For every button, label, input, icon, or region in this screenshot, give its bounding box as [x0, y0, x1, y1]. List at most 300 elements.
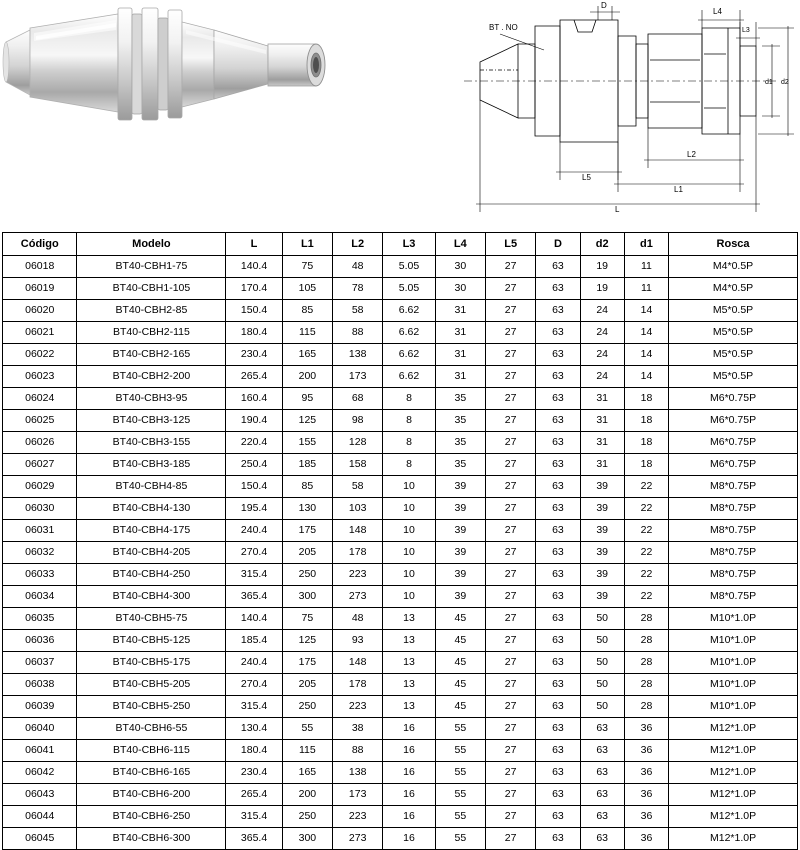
table-cell: 27	[485, 498, 535, 520]
table-cell: 315.4	[226, 806, 282, 828]
table-cell: 63	[536, 718, 580, 740]
table-cell: 18	[624, 410, 668, 432]
table-cell: 39	[580, 542, 624, 564]
table-cell: 50	[580, 630, 624, 652]
table-cell: M12*1.0P	[669, 784, 798, 806]
table-cell: M6*0.75P	[669, 432, 798, 454]
table-cell: BT40-CBH1-105	[77, 278, 226, 300]
table-cell: 06019	[3, 278, 77, 300]
table-cell: 63	[536, 498, 580, 520]
table-cell: 30	[435, 278, 485, 300]
table-row	[3, 300, 798, 322]
table-cell: 200	[282, 366, 332, 388]
column-header-l3: L3	[383, 233, 435, 256]
table-cell: 175	[282, 520, 332, 542]
table-cell: 63	[536, 564, 580, 586]
table-cell: 45	[435, 630, 485, 652]
table-cell: 31	[435, 300, 485, 322]
table-cell: BT40-CBH6-250	[77, 806, 226, 828]
table-cell: 06020	[3, 300, 77, 322]
table-cell: 06031	[3, 520, 77, 542]
table-cell: 36	[624, 806, 668, 828]
table-row	[3, 498, 798, 520]
table-cell: 48	[333, 608, 383, 630]
table-cell: 31	[580, 432, 624, 454]
table-cell: 138	[333, 762, 383, 784]
table-cell: BT40-CBH4-130	[77, 498, 226, 520]
table-row	[3, 784, 798, 806]
table-cell: 250	[282, 696, 332, 718]
table-cell: 265.4	[226, 366, 282, 388]
table-cell: 300	[282, 586, 332, 608]
table-cell: 63	[536, 652, 580, 674]
table-cell: 27	[485, 784, 535, 806]
table-cell: BT40-CBH6-165	[77, 762, 226, 784]
table-row	[3, 388, 798, 410]
table-cell: 180.4	[226, 740, 282, 762]
table-cell: 63	[536, 542, 580, 564]
table-cell: 63	[536, 388, 580, 410]
table-cell: 50	[580, 696, 624, 718]
table-cell: 75	[282, 608, 332, 630]
table-cell: 27	[485, 322, 535, 344]
table-cell: 36	[624, 828, 668, 850]
table-cell: 230.4	[226, 344, 282, 366]
table-cell: 173	[333, 366, 383, 388]
table-cell: BT40-CBH5-250	[77, 696, 226, 718]
table-cell: 6.62	[383, 366, 435, 388]
table-cell: 63	[536, 586, 580, 608]
table-cell: 115	[282, 322, 332, 344]
table-cell: 150.4	[226, 300, 282, 322]
technical-drawing	[440, 0, 800, 225]
table-cell: BT40-CBH3-155	[77, 432, 226, 454]
table-cell: 06025	[3, 410, 77, 432]
table-cell: 158	[333, 454, 383, 476]
table-cell: 103	[333, 498, 383, 520]
table-row	[3, 762, 798, 784]
table-row	[3, 806, 798, 828]
table-cell: 39	[435, 476, 485, 498]
table-cell: 27	[485, 740, 535, 762]
table-cell: 190.4	[226, 410, 282, 432]
table-cell: 06036	[3, 630, 77, 652]
table-cell: 178	[333, 674, 383, 696]
table-cell: 31	[580, 410, 624, 432]
table-cell: 63	[536, 256, 580, 278]
column-header-l5: L5	[485, 233, 535, 256]
table-cell: 30	[435, 256, 485, 278]
table-cell: BT40-CBH3-125	[77, 410, 226, 432]
table-cell: 39	[580, 564, 624, 586]
table-cell: M12*1.0P	[669, 828, 798, 850]
table-row	[3, 696, 798, 718]
table-cell: 150.4	[226, 476, 282, 498]
table-cell: 35	[435, 410, 485, 432]
table-row	[3, 454, 798, 476]
table-cell: 27	[485, 432, 535, 454]
table-cell: BT40-CBH4-175	[77, 520, 226, 542]
table-cell: 06023	[3, 366, 77, 388]
table-cell: 06024	[3, 388, 77, 410]
table-cell: 140.4	[226, 608, 282, 630]
table-cell: BT40-CBH6-300	[77, 828, 226, 850]
table-cell: 48	[333, 256, 383, 278]
table-cell: 205	[282, 542, 332, 564]
table-cell: BT40-CBH4-250	[77, 564, 226, 586]
table-cell: 105	[282, 278, 332, 300]
table-row	[3, 278, 798, 300]
table-cell: 18	[624, 454, 668, 476]
table-cell: 63	[536, 806, 580, 828]
drawing-label-l1: L1	[674, 185, 683, 194]
table-cell: 55	[435, 718, 485, 740]
table-cell: 14	[624, 322, 668, 344]
table-cell: 63	[536, 630, 580, 652]
table-row	[3, 432, 798, 454]
table-cell: 68	[333, 388, 383, 410]
table-cell: 6.62	[383, 344, 435, 366]
table-cell: 31	[580, 454, 624, 476]
table-cell: 13	[383, 608, 435, 630]
table-row	[3, 630, 798, 652]
table-cell: 06040	[3, 718, 77, 740]
table-cell: 63	[536, 300, 580, 322]
table-cell: 160.4	[226, 388, 282, 410]
table-cell: 27	[485, 696, 535, 718]
table-cell: 06018	[3, 256, 77, 278]
table-cell: 63	[536, 432, 580, 454]
table-cell: 250	[282, 564, 332, 586]
table-cell: 50	[580, 652, 624, 674]
table-cell: BT40-CBH3-185	[77, 454, 226, 476]
table-cell: 63	[580, 762, 624, 784]
table-cell: 223	[333, 806, 383, 828]
table-cell: 16	[383, 740, 435, 762]
table-row	[3, 542, 798, 564]
table-cell: 58	[333, 476, 383, 498]
table-cell: 36	[624, 784, 668, 806]
table-cell: 16	[383, 806, 435, 828]
table-cell: 63	[536, 740, 580, 762]
table-cell: BT40-CBH4-205	[77, 542, 226, 564]
table-cell: 06034	[3, 586, 77, 608]
column-header-l4: L4	[435, 233, 485, 256]
table-cell: 55	[435, 828, 485, 850]
table-cell: 39	[580, 586, 624, 608]
table-cell: 06042	[3, 762, 77, 784]
table-cell: 98	[333, 410, 383, 432]
table-cell: 27	[485, 652, 535, 674]
table-cell: M5*0.5P	[669, 300, 798, 322]
table-header-row	[3, 233, 798, 256]
table-cell: 95	[282, 388, 332, 410]
table-cell: 24	[580, 344, 624, 366]
table-cell: 58	[333, 300, 383, 322]
table-cell: M10*1.0P	[669, 630, 798, 652]
table-row	[3, 652, 798, 674]
table-cell: 128	[333, 432, 383, 454]
table-cell: M4*0.5P	[669, 278, 798, 300]
table-row	[3, 740, 798, 762]
table-cell: 63	[580, 740, 624, 762]
table-cell: 115	[282, 740, 332, 762]
table-cell: 130.4	[226, 718, 282, 740]
table-cell: 250.4	[226, 454, 282, 476]
table-cell: 270.4	[226, 542, 282, 564]
table-cell: 11	[624, 256, 668, 278]
table-cell: 27	[485, 586, 535, 608]
table-cell: 240.4	[226, 520, 282, 542]
table-cell: 31	[580, 388, 624, 410]
table-cell: M5*0.5P	[669, 322, 798, 344]
table-cell: 31	[435, 344, 485, 366]
table-cell: M12*1.0P	[669, 740, 798, 762]
drawing-label-l2: L2	[687, 150, 696, 159]
table-cell: 45	[435, 652, 485, 674]
column-header-l1: L1	[282, 233, 332, 256]
table-cell: 10	[383, 520, 435, 542]
table-cell: 63	[536, 344, 580, 366]
column-header-l: L	[226, 233, 282, 256]
table-row	[3, 366, 798, 388]
table-cell: 170.4	[226, 278, 282, 300]
drawing-label-bt-no: BT . NO	[489, 23, 518, 32]
table-cell: BT40-CBH5-175	[77, 652, 226, 674]
table-cell: 06026	[3, 432, 77, 454]
table-cell: 165	[282, 762, 332, 784]
table-cell: 06039	[3, 696, 77, 718]
table-cell: BT40-CBH2-85	[77, 300, 226, 322]
table-cell: M8*0.75P	[669, 498, 798, 520]
table-cell: 140.4	[226, 256, 282, 278]
column-header-modelo: Modelo	[77, 233, 226, 256]
table-cell: 06029	[3, 476, 77, 498]
table-cell: 88	[333, 322, 383, 344]
table-cell: 18	[624, 388, 668, 410]
table-cell: 28	[624, 674, 668, 696]
table-cell: 63	[536, 476, 580, 498]
table-cell: M10*1.0P	[669, 608, 798, 630]
column-header-d1: d1	[624, 233, 668, 256]
table-cell: BT40-CBH5-125	[77, 630, 226, 652]
table-cell: 27	[485, 388, 535, 410]
table-cell: 06044	[3, 806, 77, 828]
table-cell: 27	[485, 344, 535, 366]
table-cell: 10	[383, 498, 435, 520]
table-cell: M5*0.5P	[669, 366, 798, 388]
table-cell: M10*1.0P	[669, 696, 798, 718]
drawing-label-d2: d2	[781, 79, 789, 86]
table-cell: M8*0.75P	[669, 586, 798, 608]
table-row	[3, 828, 798, 850]
table-cell: 28	[624, 630, 668, 652]
table-cell: 200	[282, 784, 332, 806]
table-cell: 63	[536, 784, 580, 806]
table-cell: 35	[435, 432, 485, 454]
table-cell: 27	[485, 300, 535, 322]
table-cell: 223	[333, 564, 383, 586]
table-cell: 75	[282, 256, 332, 278]
table-row	[3, 586, 798, 608]
table-cell: 55	[435, 806, 485, 828]
table-cell: M10*1.0P	[669, 674, 798, 696]
table-cell: 45	[435, 674, 485, 696]
table-cell: 11	[624, 278, 668, 300]
table-cell: 205	[282, 674, 332, 696]
table-cell: 39	[435, 498, 485, 520]
table-cell: 265.4	[226, 784, 282, 806]
table-cell: 27	[485, 366, 535, 388]
table-cell: 22	[624, 564, 668, 586]
spec-table	[2, 232, 798, 850]
table-cell: 63	[536, 278, 580, 300]
table-cell: 273	[333, 828, 383, 850]
table-cell: 36	[624, 762, 668, 784]
table-cell: 06043	[3, 784, 77, 806]
table-row	[3, 520, 798, 542]
table-cell: 24	[580, 300, 624, 322]
spec-table-wrapper	[2, 232, 798, 850]
table-cell: 180.4	[226, 322, 282, 344]
table-cell: 230.4	[226, 762, 282, 784]
table-cell: 39	[580, 476, 624, 498]
table-cell: 315.4	[226, 696, 282, 718]
table-cell: 06022	[3, 344, 77, 366]
table-cell: 16	[383, 784, 435, 806]
table-cell: 35	[435, 388, 485, 410]
table-cell: 27	[485, 410, 535, 432]
table-cell: M10*1.0P	[669, 652, 798, 674]
table-cell: 06027	[3, 454, 77, 476]
table-row	[3, 564, 798, 586]
table-cell: 155	[282, 432, 332, 454]
table-cell: 6.62	[383, 322, 435, 344]
drawing-label-l: L	[615, 205, 620, 214]
table-cell: 27	[485, 608, 535, 630]
table-cell: M12*1.0P	[669, 762, 798, 784]
table-cell: 27	[485, 454, 535, 476]
table-cell: BT40-CBH4-300	[77, 586, 226, 608]
table-cell: 63	[536, 520, 580, 542]
table-cell: 22	[624, 542, 668, 564]
table-cell: 39	[435, 520, 485, 542]
table-cell: 240.4	[226, 652, 282, 674]
table-cell: BT40-CBH3-95	[77, 388, 226, 410]
table-cell: M12*1.0P	[669, 806, 798, 828]
table-body	[3, 256, 798, 850]
table-cell: BT40-CBH5-205	[77, 674, 226, 696]
table-cell: 85	[282, 476, 332, 498]
table-cell: 63	[536, 366, 580, 388]
table-row	[3, 608, 798, 630]
table-cell: 93	[333, 630, 383, 652]
table-cell: 63	[536, 762, 580, 784]
table-cell: 22	[624, 498, 668, 520]
table-row	[3, 476, 798, 498]
table-cell: 125	[282, 630, 332, 652]
table-cell: 06030	[3, 498, 77, 520]
table-cell: 27	[485, 256, 535, 278]
table-cell: BT40-CBH6-115	[77, 740, 226, 762]
table-cell: 148	[333, 652, 383, 674]
table-cell: M6*0.75P	[669, 388, 798, 410]
drawing-label-l3: L3	[742, 27, 750, 34]
table-cell: 39	[580, 520, 624, 542]
table-cell: 36	[624, 718, 668, 740]
table-cell: BT40-CBH1-75	[77, 256, 226, 278]
table-cell: BT40-CBH5-75	[77, 608, 226, 630]
table-cell: M5*0.5P	[669, 344, 798, 366]
table-cell: 78	[333, 278, 383, 300]
table-cell: 63	[580, 784, 624, 806]
table-cell: 22	[624, 520, 668, 542]
table-cell: 16	[383, 828, 435, 850]
table-cell: 185	[282, 454, 332, 476]
table-cell: 125	[282, 410, 332, 432]
table-cell: BT40-CBH4-85	[77, 476, 226, 498]
table-cell: 27	[485, 520, 535, 542]
table-cell: 178	[333, 542, 383, 564]
table-cell: 315.4	[226, 564, 282, 586]
table-row	[3, 256, 798, 278]
table-cell: M8*0.75P	[669, 542, 798, 564]
table-cell: 5.05	[383, 256, 435, 278]
table-cell: 88	[333, 740, 383, 762]
table-cell: 27	[485, 718, 535, 740]
table-cell: 63	[580, 828, 624, 850]
table-cell: 27	[485, 806, 535, 828]
table-cell: 19	[580, 256, 624, 278]
table-cell: 38	[333, 718, 383, 740]
table-cell: 63	[536, 696, 580, 718]
table-cell: 173	[333, 784, 383, 806]
tool-holder-photo	[0, 0, 420, 160]
table-cell: 365.4	[226, 586, 282, 608]
table-cell: 55	[435, 740, 485, 762]
table-cell: M8*0.75P	[669, 564, 798, 586]
drawing-label-d: D	[601, 1, 607, 10]
table-cell: 27	[485, 630, 535, 652]
table-cell: 55	[435, 784, 485, 806]
table-cell: 16	[383, 718, 435, 740]
table-cell: 45	[435, 608, 485, 630]
table-cell: M12*1.0P	[669, 718, 798, 740]
table-cell: 55	[435, 762, 485, 784]
table-cell: 06037	[3, 652, 77, 674]
table-cell: 18	[624, 432, 668, 454]
table-cell: 39	[435, 564, 485, 586]
table-cell: 365.4	[226, 828, 282, 850]
table-cell: M8*0.75P	[669, 520, 798, 542]
table-cell: 39	[435, 586, 485, 608]
table-cell: 28	[624, 608, 668, 630]
table-cell: 24	[580, 366, 624, 388]
table-cell: 63	[536, 454, 580, 476]
table-cell: 16	[383, 762, 435, 784]
table-cell: 22	[624, 476, 668, 498]
table-cell: BT40-CBH6-55	[77, 718, 226, 740]
table-cell: 250	[282, 806, 332, 828]
table-cell: 223	[333, 696, 383, 718]
table-cell: 06032	[3, 542, 77, 564]
table-cell: BT40-CBH6-200	[77, 784, 226, 806]
table-cell: 165	[282, 344, 332, 366]
table-cell: 130	[282, 498, 332, 520]
table-cell: 19	[580, 278, 624, 300]
table-cell: 13	[383, 630, 435, 652]
table-row	[3, 322, 798, 344]
